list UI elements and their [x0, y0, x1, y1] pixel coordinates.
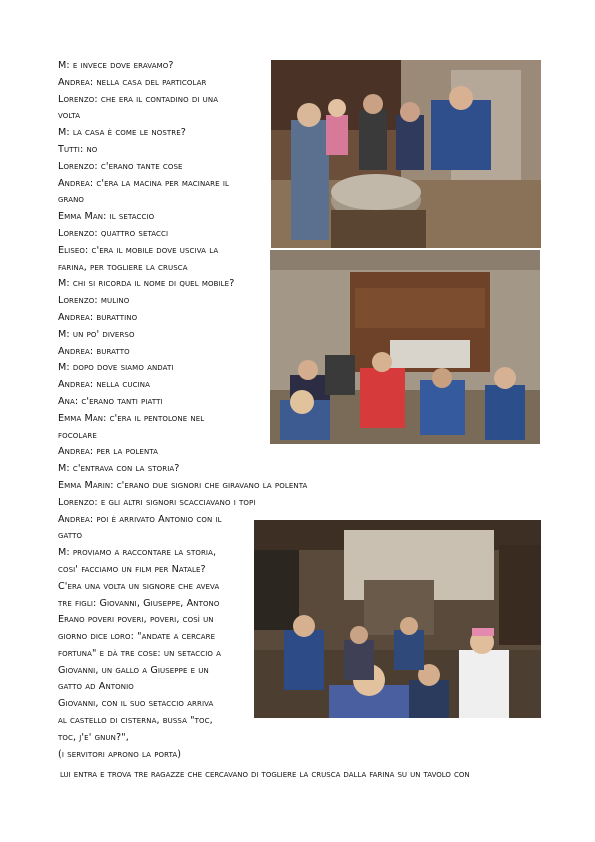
photo-kitchen — [254, 520, 541, 718]
dialogue-line: Lorenzo: c'erano tante cose — [58, 160, 183, 172]
dialogue-line: Lorenzo: e gli altri signori scacciavano i topi — [58, 496, 256, 508]
continuation-line: lui entra e trova tre ragazze che cercavano di togliere la crusca dalla farina su un tavolo con — [60, 769, 470, 780]
dialogue-line: Andrea: nella casa del particolar — [58, 76, 207, 88]
dialogue-line: farina, per togliere la crusca — [58, 261, 188, 273]
dialogue-text — [58, 58, 308, 763]
dialogue-line: M: la casa è come le nostre? — [58, 127, 186, 139]
dialogue-line: tre figli: Giovanni, Giuseppe, Antono — [58, 597, 220, 609]
dialogue-line: grano — [58, 194, 85, 206]
dialogue-line: al castello di cisterna, bussa "toc, — [58, 715, 213, 727]
dialogue-line: Emma Man: c'era il pentolone nel — [58, 412, 205, 424]
dialogue-line: M: dopo dove siamo andati — [58, 362, 174, 374]
dialogue-line: M: proviamo a raccontare la storia, — [58, 547, 217, 559]
dialogue-line: M: chi si ricorda il nome di quel mobile? — [58, 278, 235, 290]
dialogue-line: toc, j'e' gnun?", — [58, 731, 129, 743]
dialogue-line: Giovanni, con il suo setaccio arriva — [58, 698, 214, 710]
dialogue-line: fortuna" e dà tre cose: un setaccio a — [58, 647, 222, 659]
photo-millstone — [271, 60, 541, 248]
dialogue-line: gatto ad Antonio — [58, 681, 134, 693]
dialogue-line: giorno dice loro: "andate a cercare — [58, 631, 216, 643]
dialogue-line: (i servitori aprono la porta) — [58, 748, 182, 760]
dialogue-line: Eliseo: c'era il mobile dove usciva la — [58, 244, 219, 256]
dialogue-line: Andrea: burattino — [58, 311, 138, 323]
dialogue-line: Lorenzo: mulino — [58, 295, 130, 307]
dialogue-line: Ana: c'erano tanti piatti — [58, 395, 163, 407]
dialogue-line: Lorenzo: che era il contadino di una — [58, 93, 219, 105]
dialogue-line: Giovanni, un gallo a Giuseppe e un — [58, 664, 209, 676]
photo-buratto — [270, 250, 540, 444]
dialogue-line: Lorenzo: quattro setacci — [58, 227, 169, 239]
dialogue-line: Erano poveri poveri, poveri, così un — [58, 614, 214, 626]
dialogue-line: C'era una volta un signore che aveva — [58, 580, 220, 592]
dialogue-line: Andrea: poi è arrivato Antonio con il — [58, 513, 222, 525]
dialogue-line: Emma Marin: c'erano due signori che giravano la polenta — [58, 479, 308, 491]
dialogue-line: Andrea: c'era la macina per macinare il — [58, 177, 229, 189]
dialogue-line: Andrea: per la polenta — [58, 446, 159, 458]
dialogue-line: M: un po' diverso — [58, 328, 135, 340]
dialogue-line: gatto — [58, 530, 83, 542]
dialogue-line: focolare — [58, 429, 97, 441]
dialogue-line: Andrea: nella cucina — [58, 379, 150, 391]
dialogue-line: M: e invece dove eravamo? — [58, 60, 174, 71]
dialogue-line: Andrea: buratto — [58, 345, 130, 357]
dialogue-line: Tutti: no — [58, 143, 98, 155]
dialogue-line: cosi' facciamo un film per Natale? — [58, 563, 206, 575]
dialogue-line: M: c'entrava con la storia? — [58, 463, 180, 475]
dialogue-line: Emma Man: il setaccio — [58, 211, 155, 223]
dialogue-line: volta — [58, 110, 81, 122]
